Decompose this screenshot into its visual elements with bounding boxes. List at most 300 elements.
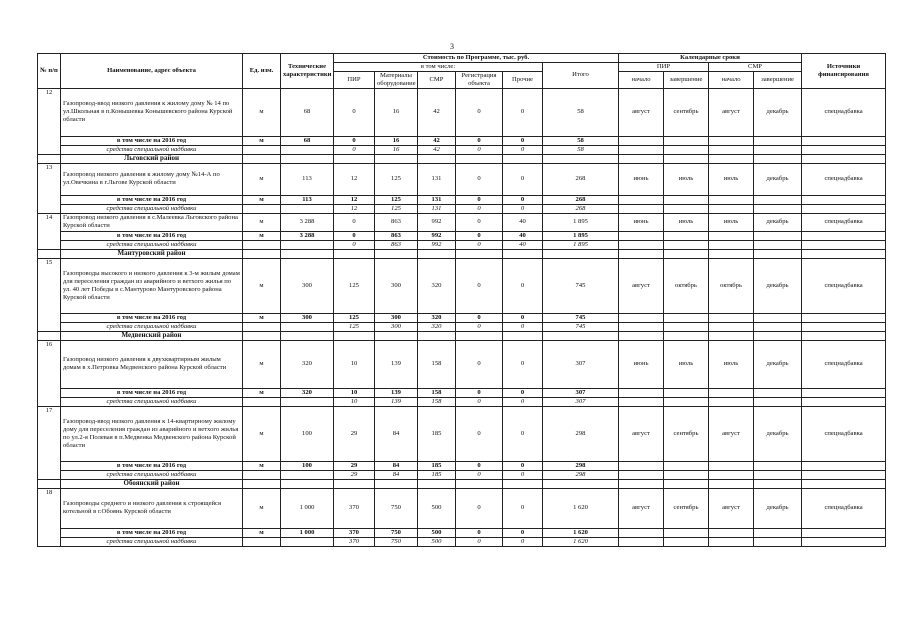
district-empty-cell [754, 331, 802, 340]
header-cal-smr: СМР [709, 62, 802, 71]
district-row [38, 249, 886, 258]
surcharge-smr: 992 [418, 240, 456, 249]
subtotal-label: в том числе на 2016 год [61, 195, 243, 204]
subtotal-unit: м [243, 136, 281, 145]
subtotal-smr: 42 [418, 136, 456, 145]
object-total: 1 620 [543, 488, 619, 528]
subtotal-empty-cell [802, 313, 886, 322]
object-number: 17 [38, 406, 61, 479]
object-smr-end: декабрь [754, 258, 802, 313]
subtotal-registration: 0 [456, 388, 503, 397]
object-tech: 3 288 [281, 213, 334, 231]
object-materials: 863 [375, 213, 418, 231]
object-total: 58 [543, 88, 619, 136]
object-pir-end: июль [664, 213, 709, 231]
object-total: 1 895 [543, 213, 619, 231]
surcharge-empty-cell [619, 470, 664, 479]
surcharge-row [38, 145, 886, 154]
object-smr: 158 [418, 340, 456, 388]
subtotal-empty-cell [754, 313, 802, 322]
surcharge-tech-empty [281, 322, 334, 331]
district-empty-cell [619, 154, 664, 163]
subtotal-smr: 185 [418, 461, 456, 470]
surcharge-smr: 131 [418, 204, 456, 213]
surcharge-materials: 125 [375, 204, 418, 213]
object-pir-end: сентябрь [664, 488, 709, 528]
object-pir: 0 [334, 88, 375, 136]
object-smr-start: июль [709, 340, 754, 388]
surcharge-total: 298 [543, 470, 619, 479]
subtotal-empty-cell [709, 136, 754, 145]
district-num-cell [38, 154, 61, 163]
surcharge-registration: 0 [456, 240, 503, 249]
district-empty-cell [543, 331, 619, 340]
subtotal-total: 1 895 [543, 231, 619, 240]
surcharge-row [38, 322, 886, 331]
surcharge-other: 0 [503, 470, 543, 479]
object-registration: 0 [456, 488, 503, 528]
subtotal-pir: 0 [334, 136, 375, 145]
object-name: Газопровод низкого давления к двухквартирным жилым домам в х.Петровка Медвенского района Курской области [61, 340, 243, 388]
surcharge-label: средства специальной надбавки [61, 322, 243, 331]
subtotal-total: 307 [543, 388, 619, 397]
subtotal-empty-cell [754, 528, 802, 537]
object-tech: 68 [281, 88, 334, 136]
header-pir: ПИР [334, 71, 375, 88]
surcharge-registration: 0 [456, 470, 503, 479]
surcharge-empty-cell [754, 240, 802, 249]
subtotal-pir: 370 [334, 528, 375, 537]
object-number: 18 [38, 488, 61, 546]
object-registration: 0 [456, 258, 503, 313]
subtotal-smr: 131 [418, 195, 456, 204]
surcharge-empty-cell [802, 145, 886, 154]
surcharge-pir: 12 [334, 204, 375, 213]
district-empty-cell [664, 249, 709, 258]
surcharge-empty-cell [802, 322, 886, 331]
subtotal-pir: 12 [334, 195, 375, 204]
header-total: Итого [543, 62, 619, 88]
object-registration: 0 [456, 163, 503, 195]
object-smr-start: август [709, 488, 754, 528]
surcharge-row [38, 240, 886, 249]
object-source: спецнадбавка [802, 88, 886, 136]
object-smr-start: октябрь [709, 258, 754, 313]
surcharge-empty-cell [664, 537, 709, 546]
surcharge-empty-cell [664, 240, 709, 249]
surcharge-pir: 125 [334, 322, 375, 331]
object-unit: м [243, 340, 281, 388]
subtotal-empty-cell [619, 195, 664, 204]
subtotal-unit: м [243, 313, 281, 322]
subtotal-total: 268 [543, 195, 619, 204]
district-empty-cell [543, 479, 619, 488]
object-materials: 84 [375, 406, 418, 461]
subtotal-materials: 16 [375, 136, 418, 145]
subtotal-empty-cell [664, 136, 709, 145]
object-source: спецнадбавка [802, 488, 886, 528]
subtotal-tech: 300 [281, 313, 334, 322]
subtotal-empty-cell [754, 136, 802, 145]
subtotal-empty-cell [754, 195, 802, 204]
surcharge-total: 1 620 [543, 537, 619, 546]
surcharge-unit-empty [243, 470, 281, 479]
surcharge-unit-empty [243, 537, 281, 546]
surcharge-unit-empty [243, 145, 281, 154]
object-smr-end: декабрь [754, 406, 802, 461]
subtotal-label: в том числе на 2016 год [61, 528, 243, 537]
subtotal-label: в том числе на 2016 год [61, 461, 243, 470]
object-pir-start: июнь [619, 340, 664, 388]
surcharge-tech-empty [281, 145, 334, 154]
object-name: Газопровод низкого давления в с.Малеевка Льговского района Курской области [61, 213, 243, 231]
subtotal-empty-cell [619, 528, 664, 537]
surcharge-empty-cell [709, 322, 754, 331]
surcharge-smr: 320 [418, 322, 456, 331]
object-row [38, 340, 886, 388]
district-empty-cell [334, 154, 375, 163]
subtotal-empty-cell [664, 231, 709, 240]
subtotal-unit: м [243, 388, 281, 397]
surcharge-row [38, 204, 886, 213]
subtotal-empty-cell [802, 195, 886, 204]
object-number: 13 [38, 163, 61, 213]
object-number: 14 [38, 213, 61, 249]
subtotal-2016-row [38, 195, 886, 204]
district-empty-cell [375, 479, 418, 488]
surcharge-other: 0 [503, 322, 543, 331]
surcharge-empty-cell [802, 240, 886, 249]
object-number: 15 [38, 258, 61, 331]
object-smr: 131 [418, 163, 456, 195]
subtotal-empty-cell [709, 388, 754, 397]
district-empty-cell [456, 154, 503, 163]
subtotal-other: 0 [503, 195, 543, 204]
subtotal-materials: 863 [375, 231, 418, 240]
surcharge-materials: 16 [375, 145, 418, 154]
district-empty-cell [709, 154, 754, 163]
surcharge-empty-cell [709, 537, 754, 546]
subtotal-pir: 125 [334, 313, 375, 322]
object-tech: 320 [281, 340, 334, 388]
subtotal-other: 0 [503, 461, 543, 470]
object-other: 0 [503, 258, 543, 313]
surcharge-empty-cell [709, 240, 754, 249]
district-empty-cell [664, 479, 709, 488]
surcharge-empty-cell [754, 470, 802, 479]
header-incl: в том числе: [334, 62, 543, 71]
subtotal-total: 298 [543, 461, 619, 470]
surcharge-other: 0 [503, 145, 543, 154]
surcharge-empty-cell [619, 204, 664, 213]
subtotal-tech: 1 000 [281, 528, 334, 537]
surcharge-empty-cell [619, 537, 664, 546]
district-empty-cell [802, 479, 886, 488]
surcharge-registration: 0 [456, 397, 503, 406]
gas-pipeline-program-table [37, 53, 886, 547]
object-materials: 125 [375, 163, 418, 195]
surcharge-pir: 370 [334, 537, 375, 546]
object-registration: 0 [456, 406, 503, 461]
surcharge-empty-cell [664, 470, 709, 479]
object-pir: 12 [334, 163, 375, 195]
subtotal-tech: 320 [281, 388, 334, 397]
header-smr: СМР [418, 71, 456, 88]
header-pir-start: начало [619, 71, 664, 88]
page-number: 3 [450, 42, 454, 51]
surcharge-empty-cell [709, 145, 754, 154]
district-empty-cell [418, 154, 456, 163]
district-empty-cell [334, 331, 375, 340]
surcharge-row [38, 397, 886, 406]
surcharge-label: средства специальной надбавки [61, 240, 243, 249]
surcharge-tech-empty [281, 240, 334, 249]
subtotal-smr: 500 [418, 528, 456, 537]
object-pir-end: сентябрь [664, 88, 709, 136]
header-name: Наименование, адрес объекта [61, 54, 243, 89]
subtotal-empty-cell [802, 136, 886, 145]
surcharge-other: 0 [503, 204, 543, 213]
surcharge-tech-empty [281, 537, 334, 546]
object-unit: м [243, 213, 281, 231]
subtotal-pir: 10 [334, 388, 375, 397]
surcharge-pir: 29 [334, 470, 375, 479]
subtotal-label: в том числе на 2016 год [61, 388, 243, 397]
subtotal-materials: 750 [375, 528, 418, 537]
surcharge-registration: 0 [456, 204, 503, 213]
object-pir-start: июнь [619, 213, 664, 231]
surcharge-empty-cell [754, 397, 802, 406]
subtotal-empty-cell [619, 231, 664, 240]
object-total: 268 [543, 163, 619, 195]
subtotal-materials: 139 [375, 388, 418, 397]
district-num-cell [38, 479, 61, 488]
surcharge-empty-cell [709, 397, 754, 406]
surcharge-tech-empty [281, 204, 334, 213]
object-smr-start: август [709, 88, 754, 136]
object-row [38, 488, 886, 528]
subtotal-empty-cell [664, 195, 709, 204]
surcharge-other: 0 [503, 397, 543, 406]
surcharge-materials: 863 [375, 240, 418, 249]
object-number: 16 [38, 340, 61, 406]
district-name: Медвенский район [61, 331, 243, 340]
district-empty-cell [456, 331, 503, 340]
district-empty-cell [619, 479, 664, 488]
subtotal-empty-cell [619, 388, 664, 397]
object-other: 0 [503, 88, 543, 136]
subtotal-empty-cell [802, 461, 886, 470]
subtotal-tech: 113 [281, 195, 334, 204]
surcharge-empty-cell [802, 397, 886, 406]
subtotal-unit: м [243, 528, 281, 537]
header-num: № п/п [38, 54, 61, 89]
object-smr-start: июль [709, 163, 754, 195]
surcharge-materials: 300 [375, 322, 418, 331]
subtotal-registration: 0 [456, 313, 503, 322]
object-total: 298 [543, 406, 619, 461]
subtotal-empty-cell [619, 461, 664, 470]
object-smr: 185 [418, 406, 456, 461]
surcharge-empty-cell [664, 145, 709, 154]
subtotal-label: в том числе на 2016 год [61, 231, 243, 240]
district-num-cell [38, 331, 61, 340]
district-empty-cell [418, 479, 456, 488]
surcharge-empty-cell [754, 537, 802, 546]
district-empty-cell [503, 249, 543, 258]
object-unit: м [243, 88, 281, 136]
object-total: 745 [543, 258, 619, 313]
subtotal-tech: 3 288 [281, 231, 334, 240]
subtotal-2016-row [38, 231, 886, 240]
object-pir-end: июль [664, 340, 709, 388]
surcharge-empty-cell [664, 397, 709, 406]
district-empty-cell [334, 249, 375, 258]
district-empty-cell [281, 331, 334, 340]
subtotal-materials: 125 [375, 195, 418, 204]
subtotal-smr: 992 [418, 231, 456, 240]
subtotal-empty-cell [619, 136, 664, 145]
district-empty-cell [754, 249, 802, 258]
subtotal-other: 0 [503, 313, 543, 322]
object-total: 307 [543, 340, 619, 388]
surcharge-unit-empty [243, 204, 281, 213]
surcharge-total: 1 895 [543, 240, 619, 249]
header-program-cost: Стоимость по Программе, тыс. руб. [334, 54, 619, 63]
surcharge-total: 58 [543, 145, 619, 154]
object-row [38, 213, 886, 231]
object-registration: 0 [456, 88, 503, 136]
surcharge-smr: 500 [418, 537, 456, 546]
district-empty-cell [709, 331, 754, 340]
object-source: спецнадбавка [802, 258, 886, 313]
subtotal-other: 40 [503, 231, 543, 240]
object-number: 12 [38, 88, 61, 154]
surcharge-empty-cell [709, 470, 754, 479]
object-pir: 10 [334, 340, 375, 388]
district-row [38, 331, 886, 340]
subtotal-empty-cell [709, 195, 754, 204]
object-tech: 113 [281, 163, 334, 195]
subtotal-label: в том числе на 2016 год [61, 313, 243, 322]
subtotal-empty-cell [754, 231, 802, 240]
subtotal-registration: 0 [456, 528, 503, 537]
subtotal-materials: 84 [375, 461, 418, 470]
surcharge-registration: 0 [456, 322, 503, 331]
surcharge-pir: 10 [334, 397, 375, 406]
district-empty-cell [754, 479, 802, 488]
district-empty-cell [503, 154, 543, 163]
object-unit: м [243, 488, 281, 528]
surcharge-registration: 0 [456, 145, 503, 154]
district-name: Льговский район [61, 154, 243, 163]
surcharge-empty-cell [802, 204, 886, 213]
surcharge-empty-cell [754, 322, 802, 331]
district-empty-cell [243, 479, 281, 488]
subtotal-tech: 100 [281, 461, 334, 470]
surcharge-tech-empty [281, 470, 334, 479]
surcharge-materials: 84 [375, 470, 418, 479]
surcharge-empty-cell [709, 204, 754, 213]
header-smr-end: завершение [754, 71, 802, 88]
district-name: Обоянский район [61, 479, 243, 488]
object-smr: 42 [418, 88, 456, 136]
object-materials: 750 [375, 488, 418, 528]
surcharge-unit-empty [243, 322, 281, 331]
subtotal-registration: 0 [456, 231, 503, 240]
subtotal-pir: 29 [334, 461, 375, 470]
object-pir: 370 [334, 488, 375, 528]
surcharge-row [38, 537, 886, 546]
surcharge-other: 0 [503, 537, 543, 546]
district-empty-cell [456, 249, 503, 258]
header-tech: Технические характеристики [281, 54, 334, 89]
district-empty-cell [375, 154, 418, 163]
district-empty-cell [243, 154, 281, 163]
object-smr-end: декабрь [754, 488, 802, 528]
subtotal-empty-cell [709, 461, 754, 470]
subtotal-total: 745 [543, 313, 619, 322]
district-empty-cell [243, 331, 281, 340]
subtotal-label: в том числе на 2016 год [61, 136, 243, 145]
subtotal-empty-cell [802, 528, 886, 537]
object-row [38, 406, 886, 461]
object-smr-end: декабрь [754, 163, 802, 195]
surcharge-materials: 139 [375, 397, 418, 406]
district-empty-cell [802, 331, 886, 340]
surcharge-materials: 750 [375, 537, 418, 546]
subtotal-total: 58 [543, 136, 619, 145]
object-other: 0 [503, 163, 543, 195]
object-smr-start: август [709, 406, 754, 461]
subtotal-2016-row [38, 313, 886, 322]
surcharge-pir: 0 [334, 145, 375, 154]
district-empty-cell [281, 154, 334, 163]
object-pir-start: август [619, 488, 664, 528]
object-pir: 0 [334, 213, 375, 231]
header-smr-start: начало [709, 71, 754, 88]
subtotal-other: 0 [503, 528, 543, 537]
object-smr-end: декабрь [754, 340, 802, 388]
district-row [38, 154, 886, 163]
surcharge-total: 268 [543, 204, 619, 213]
header-registration: Регистрация объекта [456, 71, 503, 88]
surcharge-label: средства специальной надбавки [61, 537, 243, 546]
object-pir: 125 [334, 258, 375, 313]
subtotal-empty-cell [709, 528, 754, 537]
subtotal-other: 0 [503, 388, 543, 397]
subtotal-empty-cell [754, 388, 802, 397]
object-pir-start: август [619, 258, 664, 313]
surcharge-empty-cell [664, 322, 709, 331]
object-pir-end: октябрь [664, 258, 709, 313]
object-smr-start: июль [709, 213, 754, 231]
surcharge-tech-empty [281, 397, 334, 406]
object-other: 0 [503, 406, 543, 461]
object-tech: 300 [281, 258, 334, 313]
subtotal-total: 1 620 [543, 528, 619, 537]
object-smr-end: декабрь [754, 88, 802, 136]
object-row [38, 88, 886, 136]
district-empty-cell [375, 331, 418, 340]
surcharge-label: средства специальной надбавки [61, 204, 243, 213]
district-empty-cell [503, 331, 543, 340]
object-other: 40 [503, 213, 543, 231]
subtotal-registration: 0 [456, 461, 503, 470]
surcharge-empty-cell [619, 145, 664, 154]
district-empty-cell [709, 249, 754, 258]
district-empty-cell [281, 479, 334, 488]
